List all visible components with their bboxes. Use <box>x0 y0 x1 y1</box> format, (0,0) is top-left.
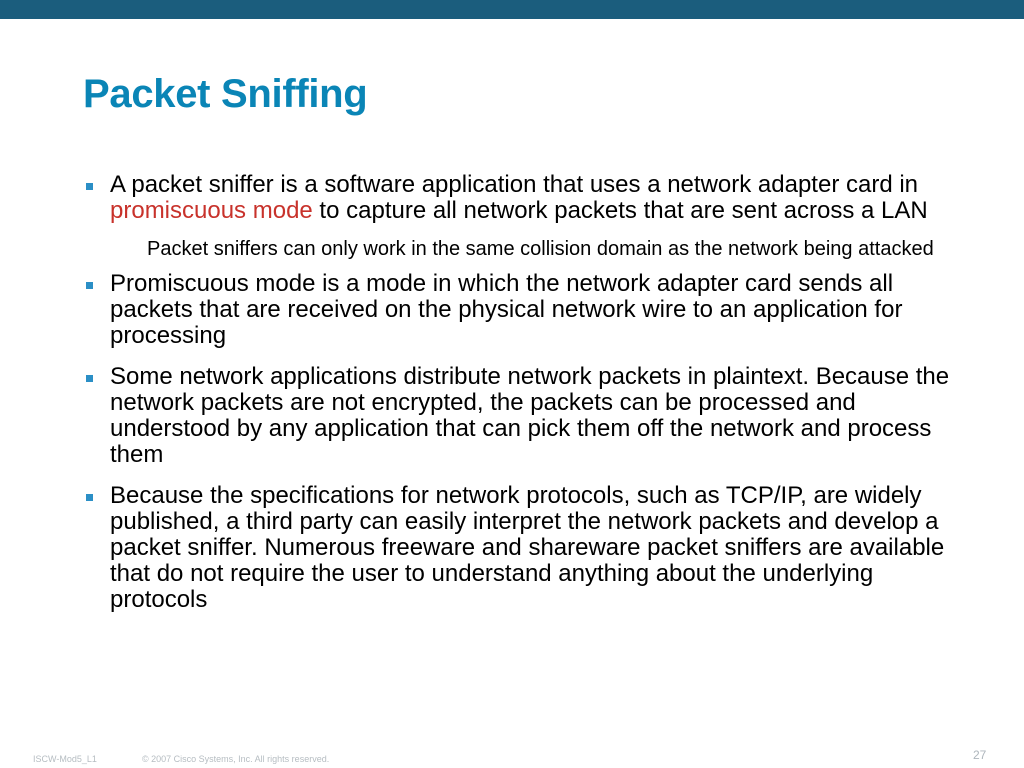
sub-note: Packet sniffers can only work in the same collision domain as the network being attacked <box>147 238 934 260</box>
footer-copyright: © 2007 Cisco Systems, Inc. All rights reserved. <box>142 754 330 764</box>
bullet-item-1 <box>83 172 963 261</box>
square-bullet-icon <box>86 375 93 382</box>
bullet-list <box>83 172 963 628</box>
bullet-text: Some network applications distribute network packets in plaintext. Because the network packets are not encrypted, the packets can be processed and understood by any application that can pick them off the network and process them <box>110 363 950 468</box>
highlight-promiscuous-mode: promiscuous mode <box>110 197 313 224</box>
square-bullet-icon <box>86 282 93 289</box>
slide-title: Packet Sniffing <box>83 72 368 116</box>
page-number: 27 <box>973 748 987 762</box>
top-banner-bar <box>0 0 1024 19</box>
bullet-text: Because the specifications for network protocols, such as TCP/IP, are widely published, a third party can easily interpret the network packets and develop a packet sniffer. Numerous freeware and shareware packet sniffers are available that do not require the user to understand anything about the underlying protocols <box>110 482 945 613</box>
bullet-item-4 <box>83 483 963 613</box>
bullet-item-3 <box>83 364 963 468</box>
square-bullet-icon <box>86 494 93 501</box>
footer-module-id: ISCW-Mod5_L1 <box>33 754 97 764</box>
bullet-text: Promiscuous mode is a mode in which the network adapter card sends all packets that are received on the physical network wire to an application for processing <box>110 270 903 349</box>
bullet-text: to capture all network packets that are sent across a LAN <box>312 197 928 224</box>
bullet-item-2 <box>83 271 963 349</box>
bullet-text: A packet sniffer is a software application that uses a network adapter card in <box>110 171 919 198</box>
square-bullet-icon <box>86 183 93 190</box>
